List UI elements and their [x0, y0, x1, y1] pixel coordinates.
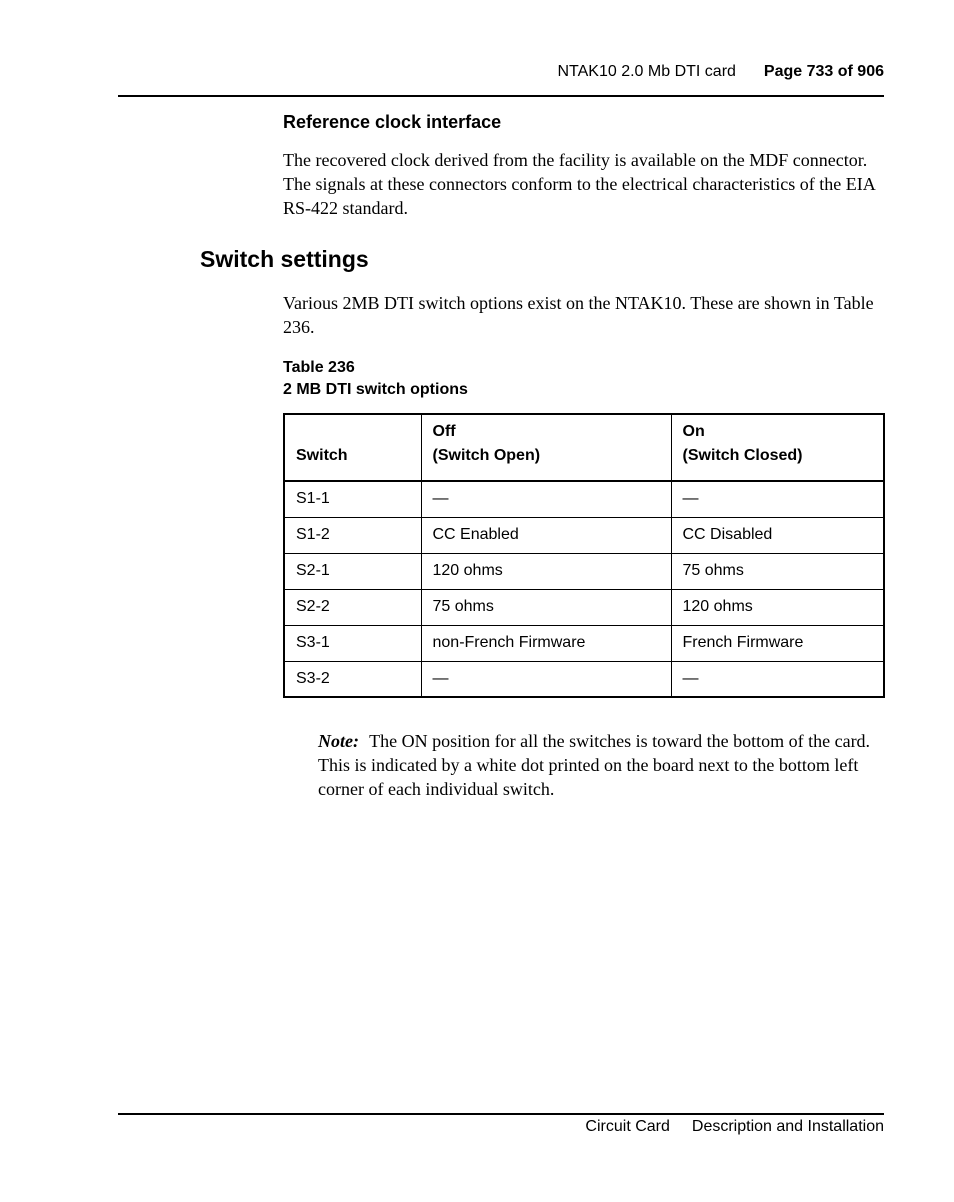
cell-on: French Firmware — [671, 625, 884, 661]
cell-on: CC Disabled — [671, 517, 884, 553]
header-off: Off (Switch Open) — [421, 414, 671, 481]
table-caption — [283, 357, 468, 401]
header-switch: Switch — [284, 414, 421, 481]
footer-divider — [118, 1113, 884, 1115]
cell-on: 120 ohms — [671, 589, 884, 625]
cell-on: 75 ohms — [671, 553, 884, 589]
cell-switch: S2-1 — [284, 553, 421, 589]
table-row — [284, 481, 884, 517]
footer-left: Circuit Card — [585, 1118, 670, 1135]
cell-off: 120 ohms — [421, 553, 671, 589]
table-row — [284, 661, 884, 697]
switch-settings-paragraph: Various 2MB DTI switch options exist on the NTAK10. These are shown in Table 236. — [283, 293, 874, 337]
table-number: Table 236 — [283, 359, 355, 376]
table-header-row — [284, 414, 884, 481]
cell-switch: S1-2 — [284, 517, 421, 553]
reference-clock-paragraph: The recovered clock derived from the facility is available on the MDF connector. The signals at these connectors conform to the electrical characteristics of the EIA RS-422 standard. — [283, 150, 875, 218]
cell-switch: S1-1 — [284, 481, 421, 517]
cell-off: — — [421, 661, 671, 697]
cell-switch: S2-2 — [284, 589, 421, 625]
table-title: 2 MB DTI switch options — [283, 381, 468, 398]
table-row — [284, 553, 884, 589]
page-header — [118, 63, 884, 87]
note-text: The ON position for all the switches is toward the bottom of the card. This is indicated by a white dot printed on the board next to the bottom left corner of each individual switch. — [318, 731, 871, 799]
reference-clock-heading: Reference clock interface — [283, 112, 502, 132]
footer-right: Description and Installation — [691, 1118, 884, 1135]
table-row — [284, 517, 884, 553]
cell-on: — — [671, 481, 884, 517]
note-block — [318, 729, 884, 801]
header-on: On (Switch Closed) — [671, 414, 884, 481]
cell-switch: S3-1 — [284, 625, 421, 661]
cell-off: CC Enabled — [421, 517, 671, 553]
cell-on: — — [671, 661, 884, 697]
cell-off: 75 ohms — [421, 589, 671, 625]
cell-off: non-French Firmware — [421, 625, 671, 661]
note-label: Note: — [318, 731, 359, 751]
cell-switch: S3-2 — [284, 661, 421, 697]
cell-off: — — [421, 481, 671, 517]
header-divider — [118, 95, 884, 97]
table-row — [284, 625, 884, 661]
switch-settings-heading: Switch settings — [200, 246, 369, 272]
table-row — [284, 589, 884, 625]
page-footer — [118, 1118, 884, 1136]
switch-options-table — [283, 413, 885, 698]
document-title: NTAK10 2.0 Mb DTI card — [557, 63, 736, 80]
page-number: Page 733 of 906 — [763, 63, 884, 80]
